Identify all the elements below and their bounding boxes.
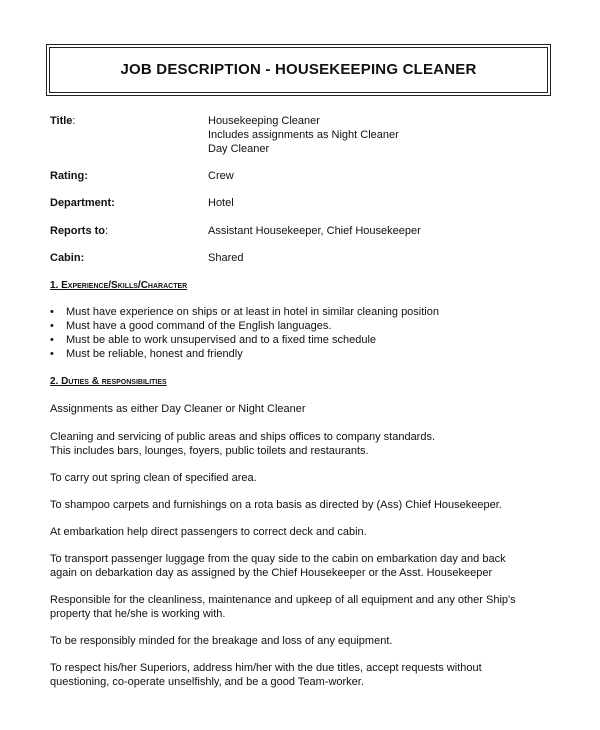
bullet-icon: • <box>50 320 54 332</box>
field-value: Hotel <box>208 197 234 209</box>
field-value: Assistant Housekeeper, Chief Housekeeper <box>208 225 421 237</box>
bullet-icon: • <box>50 334 54 346</box>
field-value: Shared <box>208 252 244 264</box>
duty-paragraph: To be responsibly minded for the breakage and loss of any equipment. <box>50 635 393 647</box>
section-heading-duties: 2. Duties & responsibilities <box>50 376 167 387</box>
duty-paragraph: Responsible for the cleanliness, maintenance and upkeep of all equipment and any other Ship's property that he/she is working with. <box>50 594 516 620</box>
experience-list <box>50 305 439 361</box>
field-label: Reports to <box>50 225 105 237</box>
field-value: Crew <box>208 170 234 182</box>
field-value: Housekeeping Cleaner Includes assignments as Night Cleaner Day Cleaner <box>208 115 399 155</box>
list-item: • Must be able to work unsupervised and to a fixed time schedule <box>50 334 377 346</box>
list-item: • Must be reliable, honest and friendly <box>50 348 243 360</box>
document-title: JOB DESCRIPTION - HOUSEKEEPING CLEANER <box>120 61 477 78</box>
duty-paragraph: To carry out spring clean of specified area. <box>50 472 257 484</box>
duty-paragraph: To shampoo carpets and furnishings on a rota basis as directed by (Ass) Chief Housekeeper. <box>50 499 502 511</box>
bullet-icon: • <box>50 306 54 318</box>
duty-paragraph: At embarkation help direct passengers to correct deck and cabin. <box>50 526 367 538</box>
list-item: • Must have a good command of the English languages. <box>50 320 332 332</box>
title-box <box>46 44 551 96</box>
bullet-icon: • <box>50 348 54 360</box>
document-page: JOB DESCRIPTION - HOUSEKEEPING CLEANER Title: Housekeeping Cleaner Includes assignments as Night Cleaner Day Cleaner Rating: Crew Department: Hotel Reports to: Assistant Housekeeper, Chief Housekeeper Cabin: Shared 1. Experience/Skills/Character • Must have experience on ships or at least in hotel in similar cleaning position • Must have a good command of the English languages. • Must be able to work unsupervised and to a fixed time schedule • Must be reliable, honest and friendly 2. Duties & responsibilities Assignments as either Day Cleaner or Night Cleaner Cleaning and servicing of public areas and ships offices to company standards. This includes bars, lounges, foyers, public toilets and restaurants. To carry out spring clean of specified area. To shampoo carpets and furnishings on a rota basis as directed by (Ass) Chief Housekeeper. At embarkation help direct passengers to correct deck and cabin. To transport passenger luggage from the quay side to the cabin on embarkation day and back again on debarkation day as assigned by the Chief Housekeeper or the Asst. Housekeeper Responsible for the cleanliness, maintenance and upkeep of all equipment and any other Ship's property that he/she is working with. To be responsibly minded for the breakage and loss of any equipment. To respect his/her Superiors, address him/her with the due titles, accept requests without questioning, co-operate unselfishly, and be a good Team-worker. <box>0 0 600 730</box>
field-label: Cabin <box>50 252 81 264</box>
duty-paragraph: Cleaning and servicing of public areas and ships offices to company standards. This includes bars, lounges, foyers, public toilets and restaurants. <box>50 431 436 457</box>
field-label: Title <box>50 115 73 127</box>
duty-paragraph: To respect his/her Superiors, address him/her with the due titles, accept requests without questioning, co-operate unselfishly, and be a good Team-worker. <box>50 662 482 688</box>
list-item: • Must have experience on ships or at least in hotel in similar cleaning position <box>50 306 439 318</box>
field-label: Department <box>50 197 112 209</box>
field-label: Rating <box>50 170 85 182</box>
section-heading-experience: 1. Experience/Skills/Character <box>50 280 188 291</box>
duty-paragraph: To transport passenger luggage from the quay side to the cabin on embarkation day and back again on debarkation day as assigned by the Chief Housekeeper or the Asst. Housekeeper <box>50 553 506 579</box>
duty-paragraph: Assignments as either Day Cleaner or Night Cleaner <box>50 403 306 415</box>
